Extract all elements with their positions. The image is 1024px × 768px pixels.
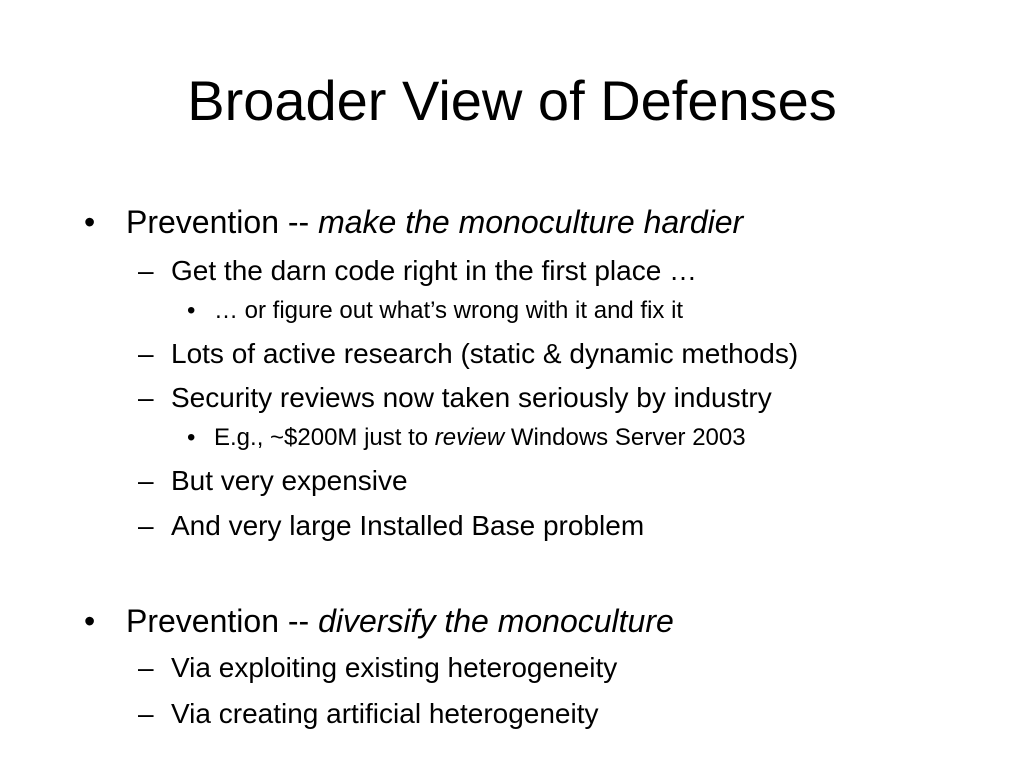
bullet-marker: •: [187, 424, 196, 451]
dash-marker: –: [138, 338, 154, 369]
sub-sub-bullet-example-cost: [214, 423, 746, 453]
sub-bullet-code-right: Get the darn code right in the first place …: [171, 255, 698, 286]
example-post-text: Windows Server 2003: [504, 424, 746, 451]
dash-marker: –: [138, 255, 154, 286]
sub-bullet-expensive: But very expensive: [171, 465, 408, 496]
sub-bullet-active-research: Lots of active research (static & dynamic methods): [171, 338, 799, 369]
bullet-lead-text: Prevention --: [126, 204, 319, 240]
bullet-marker: •: [84, 603, 96, 639]
sub-bullet-security-reviews: Security reviews now taken seriously by industry: [171, 382, 772, 413]
sub-bullet-artificial-heterogeneity: Via creating artificial heterogeneity: [171, 698, 599, 729]
bullet-lead-text: Prevention --: [126, 603, 319, 639]
dash-marker: –: [138, 465, 154, 496]
bullet-marker: •: [187, 297, 196, 324]
example-pre-text: E.g., ~$200M just to: [214, 424, 435, 451]
dash-marker: –: [138, 652, 154, 683]
dash-marker: –: [138, 698, 154, 729]
bullet-prevention-diversify: [126, 601, 674, 641]
bullet-prevention-hardier: [126, 202, 743, 242]
dash-marker: –: [138, 510, 154, 541]
sub-bullet-existing-heterogeneity: Via exploiting existing heterogeneity: [171, 652, 618, 683]
bullet-emphasis-text: make the monoculture hardier: [318, 204, 744, 240]
sub-bullet-installed-base: And very large Installed Base problem: [171, 510, 645, 541]
slide-title: Broader View of Defenses: [187, 69, 837, 132]
dash-marker: –: [138, 382, 154, 413]
bullet-marker: •: [84, 204, 96, 240]
bullet-emphasis-text: diversify the monoculture: [318, 603, 674, 639]
example-emphasis-text: review: [434, 424, 505, 451]
sub-sub-bullet-fix-it: … or figure out what’s wrong with it and fix it: [214, 297, 684, 324]
